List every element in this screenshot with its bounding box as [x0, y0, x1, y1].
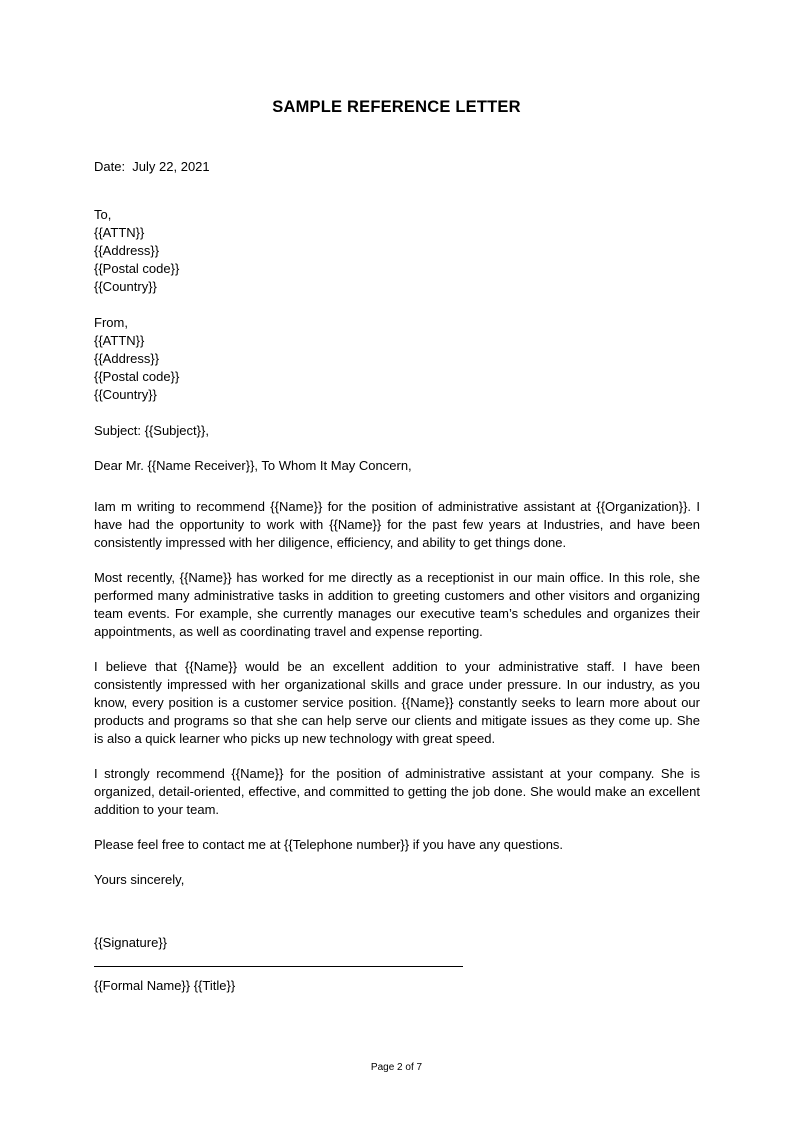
to-country: {{Country}}	[94, 279, 157, 294]
body-paragraph: Please feel free to contact me at {{Telephone number}} if you have any questions.	[94, 837, 564, 852]
from-attn: {{ATTN}}	[94, 333, 145, 348]
sender-block	[94, 314, 700, 404]
from-postal-code: {{Postal code}}	[94, 369, 180, 384]
body-paragraph: I believe that {{Name}} would be an excellent addition to your administrative staff. I have been consistently impressed with her organizational skills and grace under pressure. In our industry, as you know, every position is a customer service position. {{Name}} constantly seeks to learn more about our products and programs so that she can help serve our clients and mitigate issues as they come up. She is also a quick learner who picks up new technology with great speed.	[94, 659, 700, 746]
letter-title: SAMPLE REFERENCE LETTER	[272, 98, 521, 116]
recipient-block	[94, 206, 700, 296]
to-postal-code: {{Postal code}}	[94, 261, 180, 276]
letter-body	[94, 158, 700, 995]
subject-line: Subject: {{Subject}},	[94, 423, 209, 438]
salutation: Dear Mr. {{Name Receiver}}, To Whom It May Concern,	[94, 458, 412, 473]
signature-placeholder: {{Signature}}	[94, 935, 168, 950]
to-attn: {{ATTN}}	[94, 225, 145, 240]
to-heading: To,	[94, 207, 112, 222]
body-paragraph: I strongly recommend {{Name}} for the position of administrative assistant at your company. She is organized, detail-oriented, effective, and committed to getting the job done. She would make an excellent addition to your team.	[94, 766, 700, 817]
page-footer: Page 2 of 7	[370, 1062, 423, 1073]
date-line: Date: July 22, 2021	[94, 159, 210, 174]
signature-line	[94, 966, 463, 967]
from-heading: From,	[94, 315, 128, 330]
closing: Yours sincerely,	[94, 872, 185, 887]
body-paragraph: Iam m writing to recommend {{Name}} for the position of administrative assistant at {{Organization}}. I have had the opportunity to work with {{Name}} for the past few years at Industries, and have been consistently impressed with her diligence, efficiency, and ability to get things done.	[94, 499, 700, 550]
body-paragraph: Most recently, {{Name}} has worked for me directly as a receptionist in our main office. In this role, she performed many administrative tasks in addition to greeting customers and other visitors and organizing team events. For example, she currently manages our executive team’s schedules and organizes their appointments, as well as coordinating travel and expense reporting.	[94, 570, 700, 639]
formal-name-title: {{Formal Name}} {{Title}}	[94, 978, 236, 993]
from-country: {{Country}}	[94, 387, 157, 402]
to-address: {{Address}}	[94, 243, 160, 258]
from-address: {{Address}}	[94, 351, 160, 366]
